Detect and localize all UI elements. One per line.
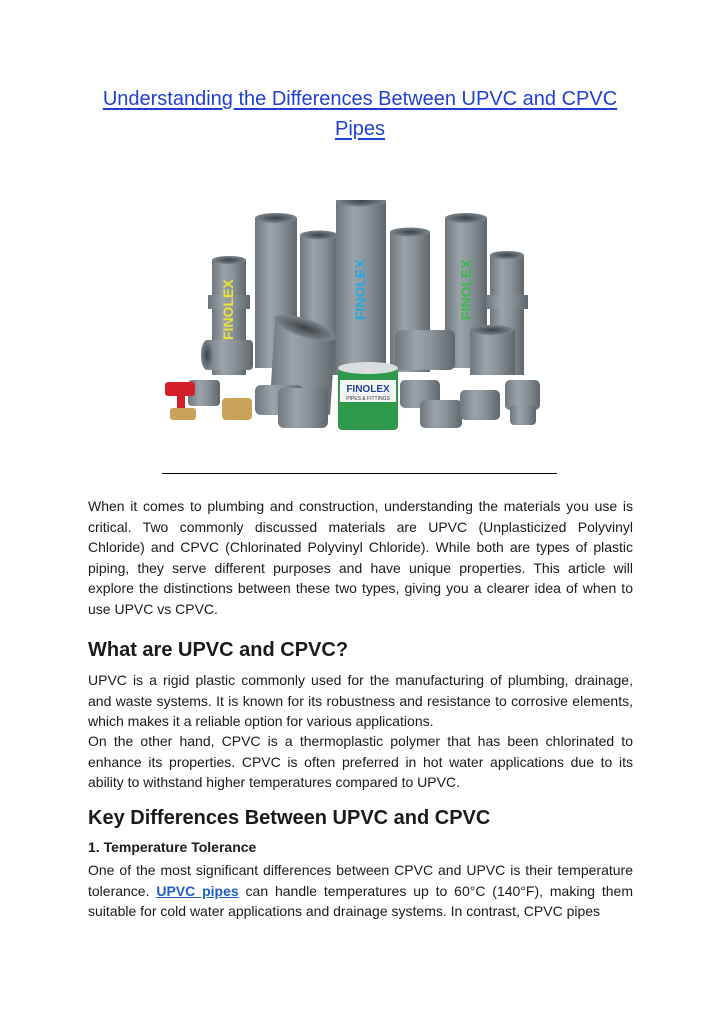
divider bbox=[162, 473, 557, 474]
intro-paragraph: When it comes to plumbing and construction, understanding the materials you use is critical. Two commonly discussed materials are UPVC (Unplasticized Polyvinyl Chloride) and CPVC (Chlorinated Polyvinyl Chloride). While both are types of plastic piping, they serve different purposes and have unique properties. This article will explore the distinctions between these two types, giving you a clearer idea of when to use UPVC vs CPVC. bbox=[88, 498, 633, 617]
section1-paragraph-2: On the other hand, CPVC is a thermoplastic polymer that has been chlorinated to enhance its properties. CPVC is often preferred in hot water applications due to its ability to withstand higher temperatures compared to UPVC. bbox=[88, 733, 633, 790]
temperature-paragraph bbox=[88, 860, 633, 922]
tin-sublabel: PIPES & FITTINGS bbox=[346, 396, 390, 402]
subheading-temperature-tolerance: 1. Temperature Tolerance bbox=[88, 839, 257, 855]
brand-logo-center: FINOLEX bbox=[352, 259, 368, 320]
section1-paragraph-1: UPVC is a rigid plastic commonly used for the manufacturing of plumbing, drainage, and waste systems. It is known for its robustness and resistance to corrosive elements, which makes it a reliable option for various applications. bbox=[88, 672, 633, 729]
brand-logo-right: FINOLEX bbox=[458, 259, 474, 320]
pipes-product-image bbox=[160, 200, 560, 440]
temperature-text-start: One of the most significant differences between CPVC and UPVC is their temperature tolerance. bbox=[88, 862, 633, 899]
upvc-pipes-link[interactable]: UPVC pipes bbox=[156, 882, 239, 899]
brand-logo-left: FINOLEX bbox=[220, 279, 236, 340]
section-heading-what-are: What are UPVC and CPVC? bbox=[88, 639, 349, 661]
page-title[interactable]: Understanding the Differences Between UPVC and CPVC Pipes bbox=[102, 88, 618, 140]
tin-label: FINOLEX bbox=[346, 384, 390, 395]
section-heading-key-differences: Key Differences Between UPVC and CPVC bbox=[88, 807, 491, 829]
temperature-text-end: can handle temperatures up to 60°C (140°F), making them suitable for cold water applications and drainage systems. In contrast, CPVC pipes bbox=[88, 882, 633, 919]
